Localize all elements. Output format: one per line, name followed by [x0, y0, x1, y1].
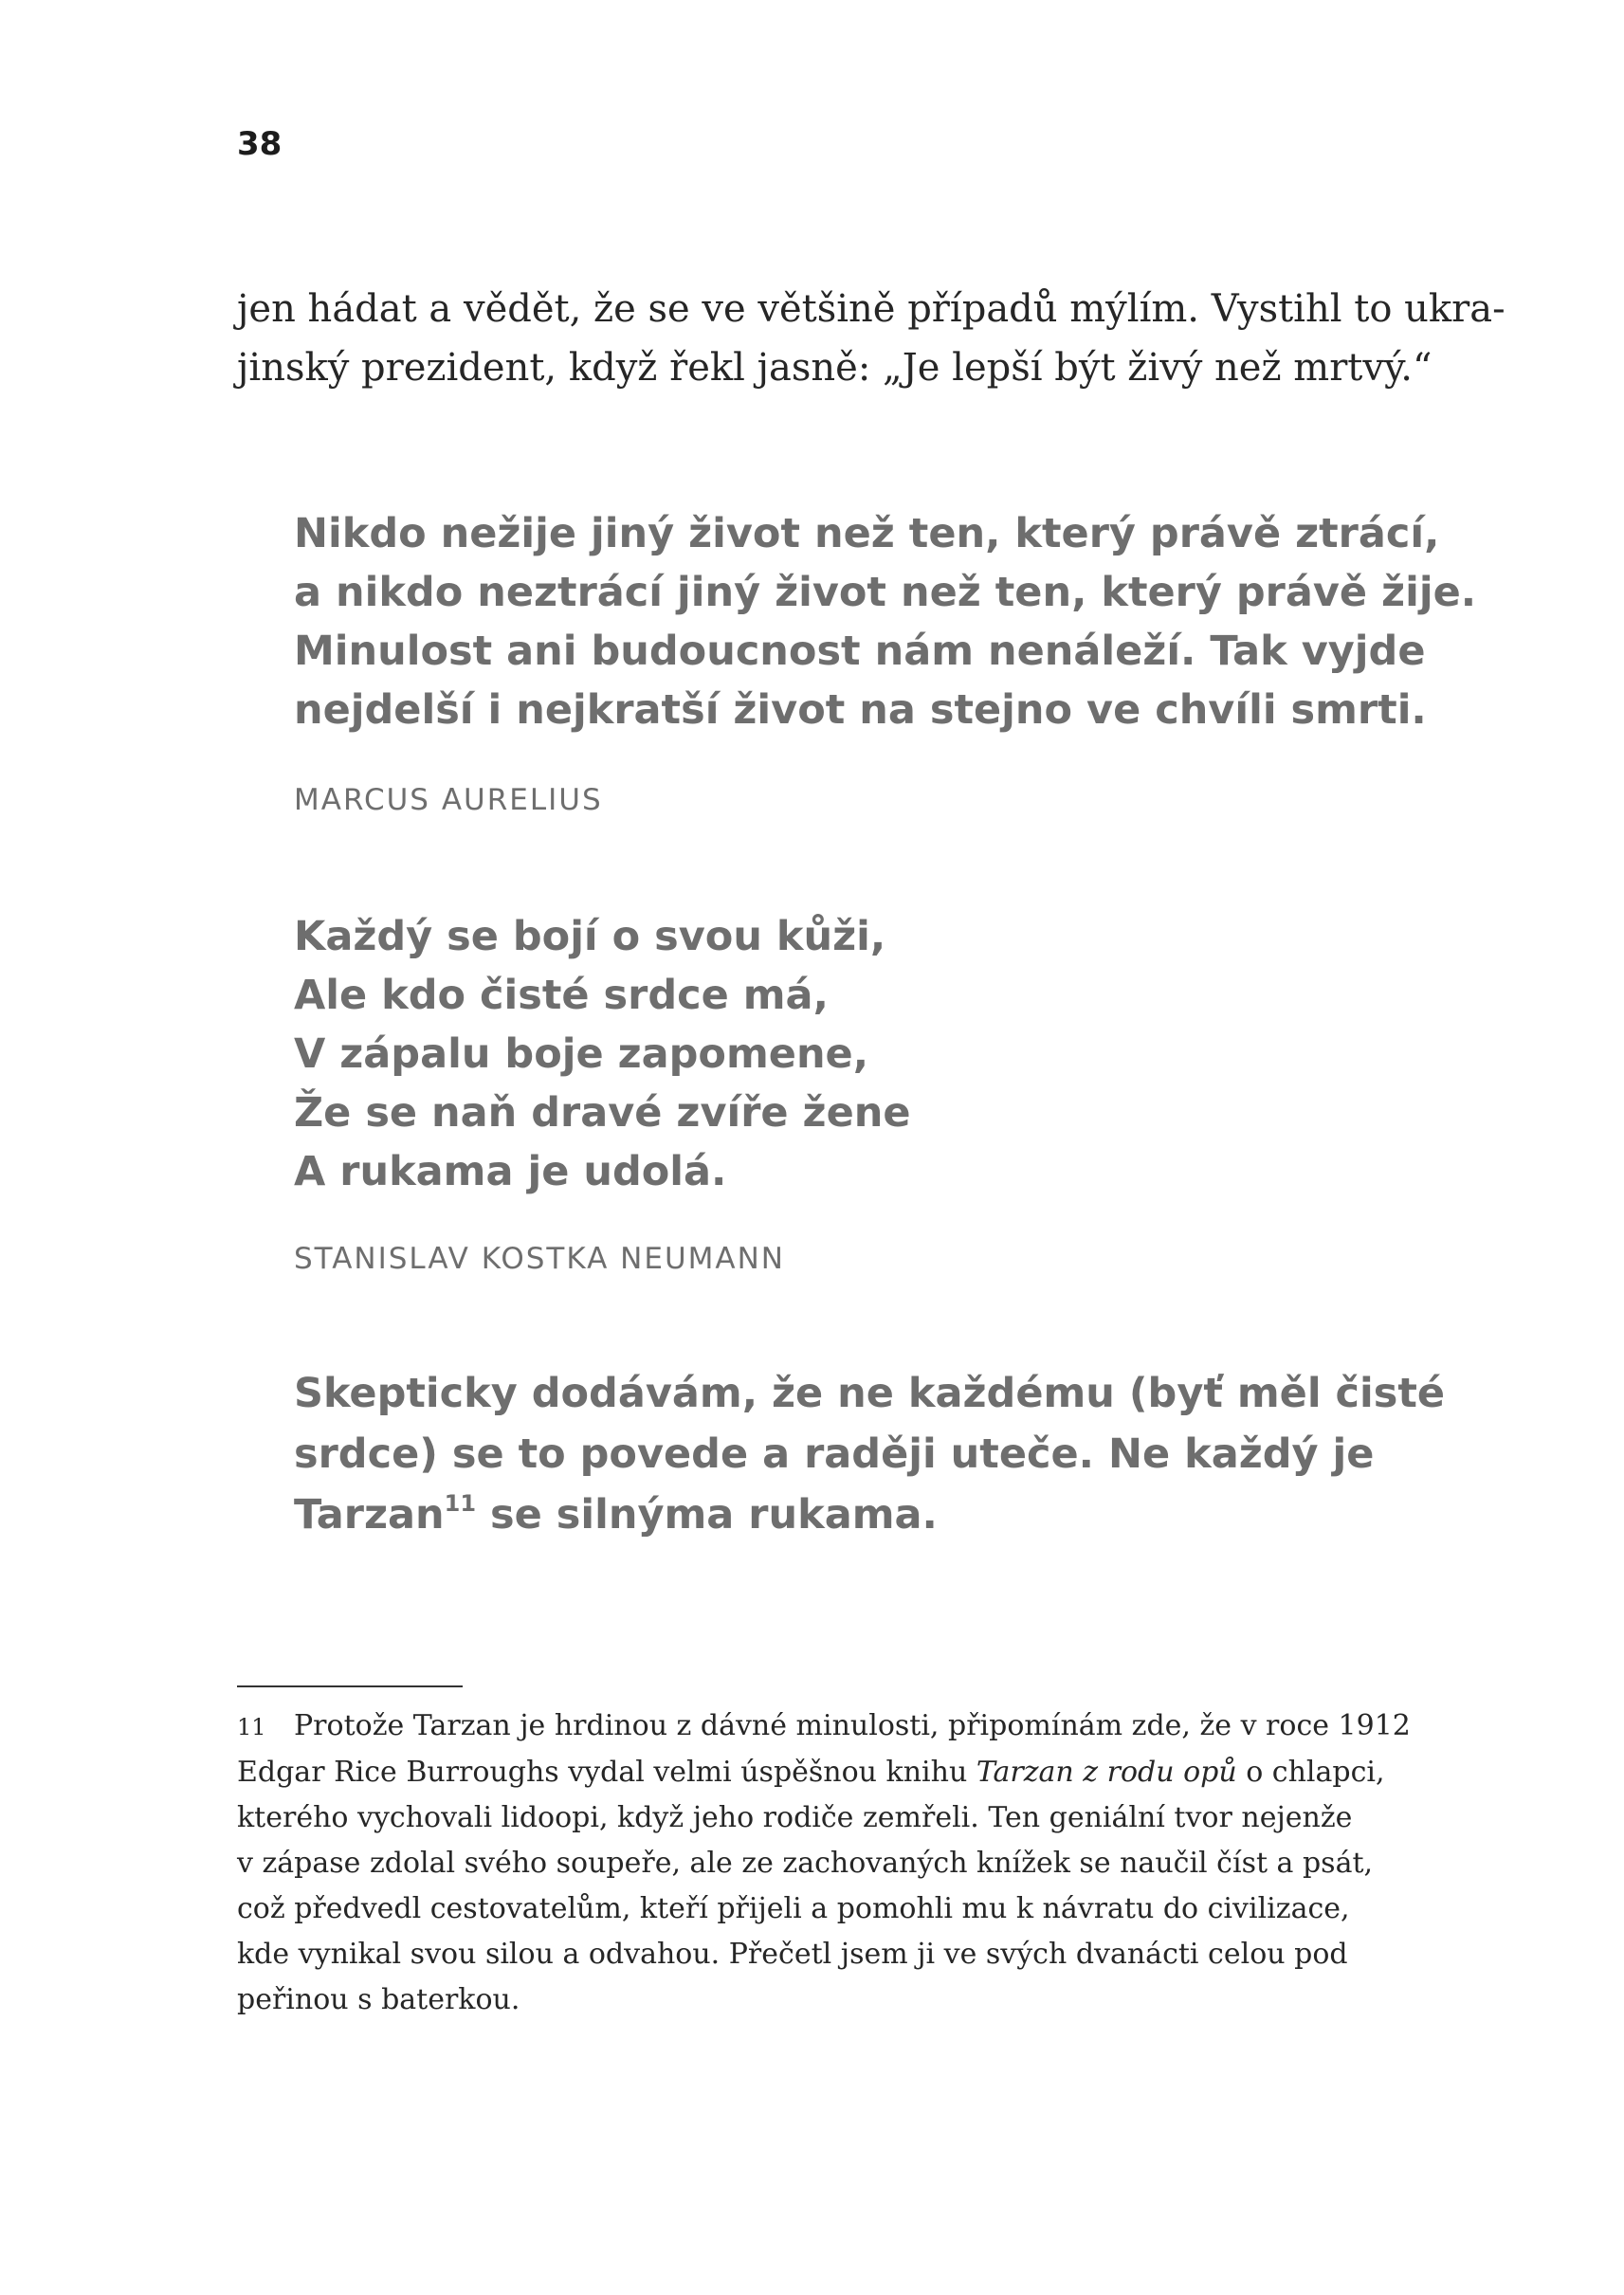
footnote-text: Protože Tarzan je hrdinou z dávné minulosti, připomínám zde, že v roce 1912 [294, 1709, 1411, 1742]
footnote-line [237, 1703, 1411, 1750]
comment-line: srdce) se to povede a raději uteče. Ne každý je [294, 1430, 1375, 1478]
footnote-line: což předvedl cestovatelům, kteří přijeli a pomohli mu k návratu do civilizace, [237, 1892, 1350, 1925]
footnote [237, 1703, 1411, 2023]
page-number: 38 [237, 125, 283, 163]
poem-line: A rukama je udolá. [294, 1148, 727, 1195]
quote-line: nejdelší i nejkratší život na stejno ve chvíli smrti. [294, 686, 1427, 734]
body-paragraph [237, 280, 1505, 397]
poem-line: V zápalu boje zapomene, [294, 1030, 869, 1078]
quote-line: Minulost ani budoucnost nám nenáleží. Tak vyjde [294, 628, 1426, 675]
footnote-text: o chlapci, [1236, 1756, 1385, 1789]
footnote-line: kde vynikal svou silou a odvahou. Přečetl jsem ji ve svých dvanácti celou pod [237, 1938, 1348, 1971]
footnote-line [237, 1750, 1385, 1795]
body-line: jen hádat a vědět, že se ve většině případů mýlím. Vystihl to ukra- [237, 287, 1505, 331]
quote-neumann-poem [294, 907, 911, 1201]
quote-attribution: STANISLAV KOSTKA NEUMANN [294, 1242, 785, 1276]
comment-text: se silnýma rukama. [476, 1491, 938, 1539]
poem-line: Ale kdo čisté srdce má, [294, 972, 829, 1019]
footnote-reference[interactable]: 11 [444, 1490, 477, 1517]
quote-marcus-aurelius [294, 504, 1476, 739]
book-title: Tarzan z rodu opů [976, 1756, 1237, 1789]
footnote-divider [237, 1685, 463, 1687]
footnote-line: v zápase zdolal svého soupeře, ale ze zachovaných knížek se naučil číst a psát, [237, 1847, 1374, 1880]
quote-attribution: MARCUS AURELIUS [294, 783, 603, 817]
comment-line [294, 1484, 1445, 1545]
comment-text: Tarzan [294, 1491, 445, 1539]
quote-line: a nikdo neztrácí jiný život než ten, který právě žije. [294, 569, 1477, 616]
footnote-line: kterého vychovali lidoopi, když jeho rodiče zemřeli. Ten geniální tvor nejenže [237, 1801, 1353, 1834]
poem-line: Každý se bojí o svou kůži, [294, 913, 886, 960]
comment-line: Skepticky dodávám, že ne každému (byť měl čisté [294, 1370, 1446, 1417]
footnote-line: peřinou s baterkou. [237, 1983, 520, 2016]
body-line: jinský prezident, když řekl jasně: „Je lepší být živý než mrtvý.“ [237, 346, 1432, 390]
author-comment [294, 1363, 1445, 1545]
quote-line: Nikdo nežije jiný život než ten, který právě ztrácí, [294, 510, 1440, 557]
footnote-text: Edgar Rice Burroughs vydal velmi úspěšnou knihu [237, 1756, 976, 1789]
footnote-number: 11 [237, 1714, 266, 1740]
poem-line: Že se naň dravé zvíře žene [294, 1089, 911, 1137]
